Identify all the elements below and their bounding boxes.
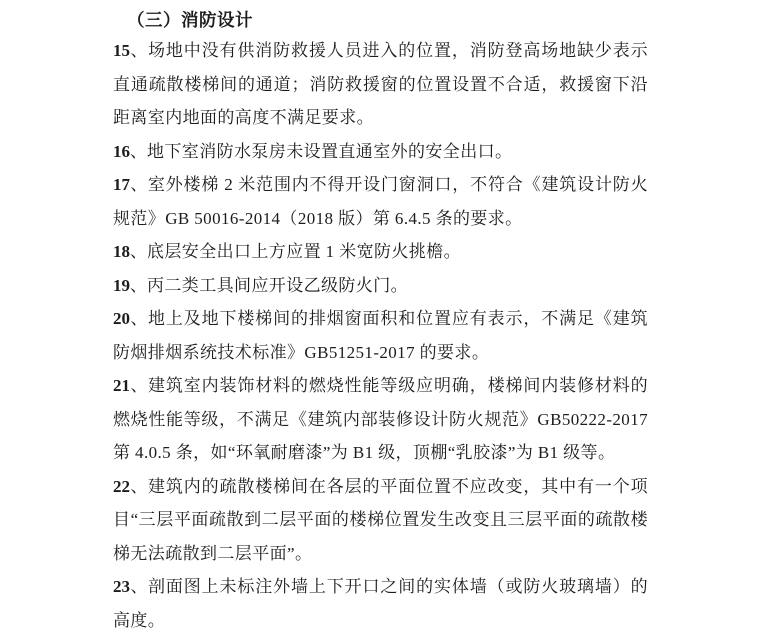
issue-item-21: [113, 369, 648, 470]
item-number: 20: [113, 309, 130, 328]
item-number: 22: [113, 476, 130, 496]
issue-item-20: [113, 302, 648, 369]
item-separator: 、: [130, 175, 148, 194]
item-text: 地下室消防水泵房未设置直通室外的安全出口。: [147, 141, 513, 161]
item-text: 场地中没有供消防救援人员进入的位置，消防登高场地缺少表示直通疏散楼梯间的通道；消防救援窗的位置设置不合适，救援窗下沿距离室内地面的高度不满足要求。: [113, 41, 648, 127]
item-text: 丙二类工具间应开设乙级防火门。: [147, 275, 408, 295]
issue-item-16: [113, 135, 648, 169]
item-text: 建筑室内装饰材料的燃烧性能等级应明确，楼梯间内装修材料的燃烧性能等级，不满足《建筑内部装修设计防火规范》GB50222-2017 第 4.0.5 条，如“环氧耐磨漆”为 B1 级，顶棚“乳胶漆”为 B1 级等。: [113, 376, 648, 462]
item-number: 18: [113, 242, 130, 261]
item-text: 底层安全出口上方应置 1 米宽防火挑檐。: [147, 242, 461, 261]
item-number: 19: [113, 275, 130, 295]
item-separator: 、: [130, 41, 148, 60]
item-number: 15: [113, 41, 130, 60]
section-heading: （三）消防设计: [127, 10, 253, 30]
item-separator: 、: [130, 141, 147, 161]
issue-item-18: [113, 235, 648, 269]
item-separator: 、: [130, 476, 148, 496]
item-text: 地上及地下楼梯间的排烟窗面积和位置应有表示，不满足《建筑防烟排烟系统技术标准》GB51251-2017 的要求。: [113, 309, 648, 362]
item-separator: 、: [130, 577, 148, 596]
item-text: 剖面图上未标注外墙上下开口之间的实体墙（或防火玻璃墙）的高度。: [113, 577, 648, 630]
item-text: 建筑内的疏散楼梯间在各层的平面位置不应改变，其中有一个项目“三层平面疏散到二层平面的楼梯位置发生改变且三层平面的疏散楼梯无法疏散到二层平面”。: [113, 476, 648, 563]
item-number: 17: [113, 175, 130, 194]
issue-item-19: [113, 269, 648, 303]
item-text: 室外楼梯 2 米范围内不得开设门窗洞口，不符合《建筑设计防火规范》GB 50016-2014（2018 版）第 6.4.5 条的要求。: [113, 175, 649, 228]
item-separator: 、: [130, 376, 148, 395]
item-separator: 、: [130, 242, 147, 261]
item-separator: 、: [130, 275, 147, 295]
issue-item-22: [113, 470, 648, 571]
issue-item-23: [113, 570, 648, 637]
item-number: 21: [113, 376, 130, 395]
item-number: 16: [113, 141, 130, 161]
item-number: 23: [113, 577, 130, 596]
issue-item-17: [113, 168, 648, 235]
item-separator: 、: [130, 309, 148, 328]
issue-item-15: [113, 34, 648, 135]
